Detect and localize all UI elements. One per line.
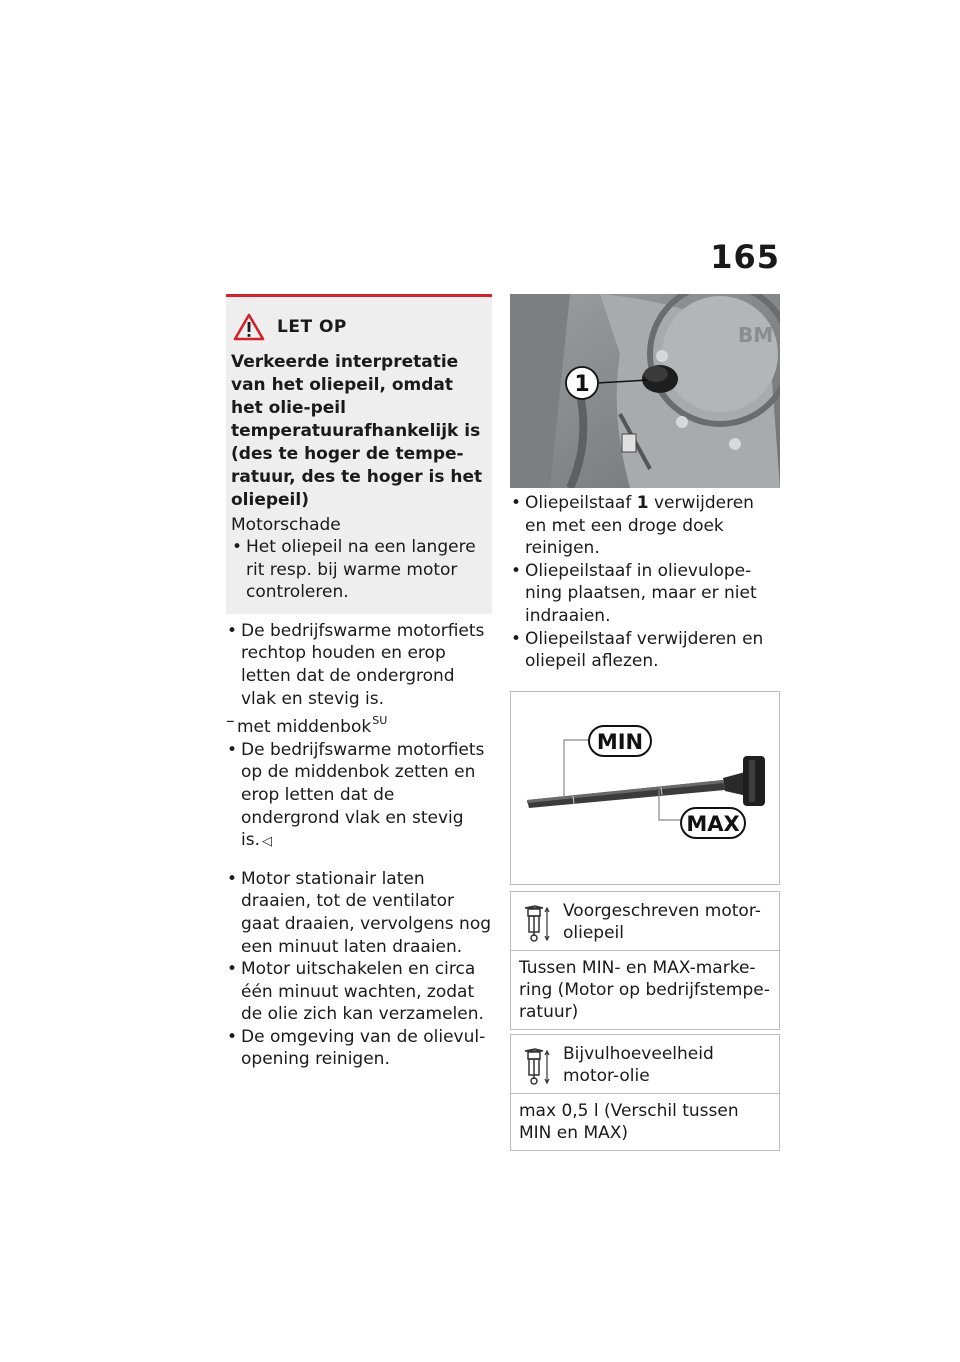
step-remove-dipstick-ref: 1 [636,493,649,513]
step-clean: • De omgeving van de olievul-opening reinigen. [226,1026,492,1071]
step-remove-dipstick [510,492,780,560]
spec-fill-quantity-label: Bijvulhoeveelheid motor-olie [563,1043,714,1086]
photo-callout-1: 1 [574,372,590,397]
min-label: MIN [596,729,644,754]
warning-action-item: • Het oliepeil na een langere rit resp. bij warme motor controleren. [231,536,486,604]
dipstick-icon [519,1045,555,1087]
brand-mark: BM [738,323,774,347]
right-steps-list [510,492,780,673]
step-remove-dipstick-pre: Oliepeilstaaf [525,493,637,513]
warning-actions [231,536,486,604]
step-remove-dipstick-post: verwijderen en met een droge doek reinigen. [525,493,754,559]
spec-fill-quantity-value: max 0,5 l (Verschil tussen MIN en MAX) [519,1100,739,1143]
spec-fill-quantity [510,1034,780,1151]
step-centerstand [226,739,492,854]
warning-triangle-icon [233,313,265,341]
step-upright: • De bedrijfswarme motorfiets rechtop houden en erop letten dat de ondergrond vlak en stevig is. [226,620,492,710]
page-number: 165 [710,238,780,276]
left-steps-list-3 [226,868,492,1071]
condition-text: met middenbok [237,717,372,738]
step-idle: • Motor stationair laten draaien, tot de ventilator gaat draaien, vervolgens nog een minuut laten draaien. [226,868,492,958]
right-column [510,294,780,1151]
engine-photo-illustration [510,294,780,488]
engine-photo [510,294,780,488]
step-switch-off: • Motor uitschakelen en circa één minuut wachten, zodat de olie zich kan verzamelen. [226,958,492,1026]
spec-oil-level-label: Voorgeschreven motor-oliepeil [563,900,761,943]
step-insert-dipstick: • Oliepeilstaaf in olievulope-ning plaatsen, maar er niet indraaien. [510,560,780,628]
warning-header [231,313,486,341]
spec-oil-level-value: Tussen MIN- en MAX-marke-ring (Motor op bedrijfstempe-ratuur) [519,957,770,1022]
dipstick-icon [519,902,555,944]
condition-code: SU [372,714,388,728]
dipstick-illustration [511,692,779,884]
end-of-condition-mark: ◁ [261,834,272,850]
condition-line [226,710,492,739]
warning-consequence: Motorschade [231,515,341,535]
step-read-level: • Oliepeilstaaf verwijderen en oliepeil aflezen. [510,628,780,673]
left-steps-list-1 [226,620,492,710]
step-centerstand-text: De bedrijfswarme motorfiets op de middenbok zetten en erop letten dat de ondergrond vlak en stevig is. [241,739,485,851]
max-label: MAX [686,811,740,836]
spec-oil-level [510,891,780,1030]
warning-title: Verkeerde interpretatie van het oliepeil, omdat het olie-peil temperatuurafhankelijk is (des te hoger de tempe-ratuur, des te hoger is het oliepeil) [231,352,483,510]
spec-oil-level-header [511,892,779,951]
warning-box [226,294,492,614]
left-steps-list-2 [226,739,492,854]
spec-fill-quantity-header [511,1035,779,1094]
left-column [226,294,492,1071]
dipstick-diagram [510,691,780,885]
warning-label: LET OP [277,317,347,337]
